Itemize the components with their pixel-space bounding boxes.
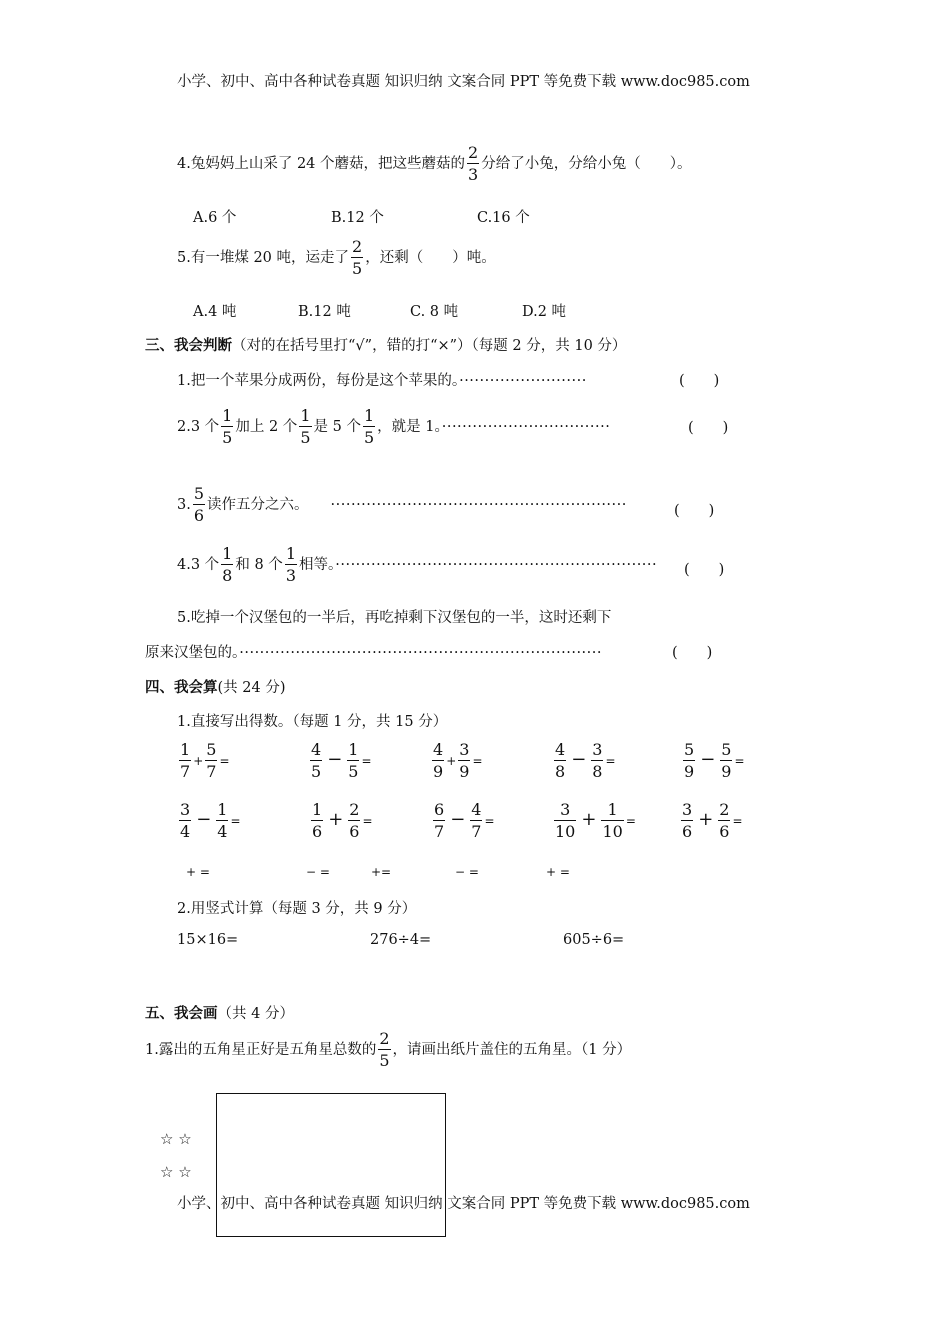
draw-q1-text-end: ，请画出纸片盖住的五角星。（1 分）: [392, 1042, 632, 1058]
fraction-numerator: 4: [433, 740, 444, 759]
fraction-denominator: 5: [300, 428, 311, 447]
fraction-denominator: 9: [721, 762, 732, 781]
fraction: [683, 742, 695, 780]
page-header: 小学、初中、高中各种试卷真题 知识归纳 文案合同 PPT 等免费下载 www.doc985.com: [177, 74, 750, 90]
fraction-numerator: 6: [434, 800, 445, 819]
fraction-numerator: 1: [285, 544, 296, 563]
fraction-denominator: 5: [348, 762, 359, 781]
judge-2-answer-paren: ( ): [688, 420, 729, 436]
fraction-denominator: 7: [206, 762, 217, 781]
fraction: [179, 802, 191, 840]
expression: [681, 742, 745, 780]
fraction-numerator: 4: [471, 800, 482, 819]
leader-dots: ·································: [441, 419, 611, 435]
leader-dots: ·······························································: [335, 557, 658, 573]
fraction-denominator: 6: [682, 822, 693, 841]
section-5-note: （共 4 分）: [217, 1006, 294, 1022]
operator: −: [327, 749, 343, 770]
fraction-numerator: 5: [193, 484, 205, 503]
star-icon-row-2: ☆ ☆: [160, 1163, 192, 1181]
question-4: [177, 145, 691, 183]
leader-dots: ·······································································: [239, 645, 602, 661]
equals-sign: =: [219, 754, 230, 768]
vertical-calc-3: 605÷6=: [563, 932, 625, 948]
fraction-denominator: 9: [459, 762, 470, 781]
fraction-numerator: 1: [601, 802, 623, 821]
fraction-denominator: 8: [222, 566, 233, 585]
fraction-denominator: 7: [471, 822, 482, 841]
star-icon-row-1: ☆ ☆: [160, 1130, 192, 1148]
fraction-numerator: 5: [721, 740, 732, 759]
fraction-numerator: 1: [300, 406, 311, 425]
calc-sub-2: 2.用竖式计算（每题 3 分，共 9 分）: [177, 901, 417, 917]
fraction-denominator: 6: [193, 506, 205, 525]
fraction-numerator: 5: [684, 740, 695, 759]
fraction: [363, 408, 375, 446]
fraction-numerator: 1: [180, 740, 191, 759]
expression: [308, 742, 372, 780]
fraction-numerator: 2: [352, 237, 363, 256]
fraction-denominator: 10: [602, 822, 623, 841]
section-4-note: (共 24 分): [217, 680, 286, 696]
judge-5-line-1: 5.吃掉一个汉堡包的一半后，再吃掉剩下汉堡包的一半，这时还剩下: [177, 610, 612, 626]
equals-sign: =: [484, 814, 495, 828]
judge-4: [177, 546, 657, 584]
fraction: [554, 742, 566, 780]
fraction-numerator: 5: [206, 740, 217, 759]
fraction-denominator: 9: [433, 762, 444, 781]
leader-dots: ·························: [459, 373, 587, 389]
equals-sign: =: [732, 814, 743, 828]
expression: [309, 802, 373, 840]
fraction: [718, 802, 730, 840]
fraction-numerator: 3: [554, 802, 576, 821]
judge-5-line-2: [145, 641, 602, 662]
fraction-denominator: 8: [592, 762, 603, 781]
vertical-calc-1: 15×16=: [177, 932, 239, 948]
q4-text-end: 分给了小兔，分给小兔（ ）。: [481, 156, 692, 172]
fraction-denominator: 6: [719, 822, 730, 841]
q5-option-d: D.2 吨: [522, 304, 567, 320]
section-3-title: 三、我会判断: [145, 338, 232, 354]
fraction-numerator: 2: [349, 800, 360, 819]
fraction-denominator: 7: [180, 762, 191, 781]
fraction: [205, 742, 217, 780]
fraction-numerator: 1: [222, 406, 233, 425]
fraction-denominator: 5: [379, 1051, 390, 1070]
fraction-denominator: 4: [180, 822, 191, 841]
judge-2: [177, 408, 610, 446]
fraction: [591, 742, 603, 780]
page-footer: 小学、初中、高中各种试卷真题 知识归纳 文案合同 PPT 等免费下载 www.doc985.com: [177, 1196, 750, 1212]
equals-sign: =: [625, 814, 636, 828]
fraction-numerator: 2: [468, 143, 479, 162]
operator: −: [450, 809, 466, 830]
cover-paper-box: [216, 1093, 446, 1237]
judge-2-text: 2.3 个: [177, 419, 220, 435]
equals-sign: =: [361, 754, 372, 768]
judge-3-text: 3.: [177, 497, 191, 513]
judge-2-text: 是 5 个: [313, 419, 361, 435]
blank-expression: +=: [371, 865, 392, 879]
fraction-numerator: 1: [363, 406, 375, 425]
equals-sign: =: [605, 754, 616, 768]
operator: +: [698, 809, 714, 830]
operator: +: [581, 809, 597, 830]
fraction: [681, 802, 693, 840]
expression: [552, 802, 636, 840]
fraction: [221, 408, 233, 446]
fraction-denominator: 9: [684, 762, 695, 781]
fraction-denominator: 6: [349, 822, 360, 841]
fraction-denominator: 8: [555, 762, 566, 781]
fraction-denominator: 5: [352, 259, 363, 278]
q4-text: 4.兔妈妈上山采了 24 个蘑菇，把这些蘑菇的: [177, 156, 466, 172]
fraction-numerator: 3: [459, 740, 470, 759]
judge-1-text: 1.把一个苹果分成两份，每份是这个苹果的。: [177, 373, 460, 389]
question-5: [177, 239, 496, 277]
expression: [552, 742, 616, 780]
fraction-numerator: 3: [682, 800, 693, 819]
fraction: [432, 742, 444, 780]
operator: +: [328, 809, 344, 830]
fraction-numerator: 1: [312, 800, 323, 819]
operator: +: [446, 754, 457, 768]
section-5-title: 五、我会画: [145, 1006, 218, 1022]
expression: [679, 802, 743, 840]
fraction: [221, 546, 233, 584]
fraction: [348, 802, 360, 840]
section-4-heading: [145, 676, 285, 697]
draw-question-1: [145, 1031, 631, 1069]
section-5-heading: [145, 1002, 294, 1023]
q5-fraction: [351, 239, 363, 277]
judge-5-text: 原来汉堡包的。: [145, 645, 240, 661]
blank-expression: − =: [455, 865, 479, 879]
fraction: [433, 802, 445, 840]
q4-option-b: B.12 个: [331, 210, 384, 226]
judge-1-answer-paren: ( ): [679, 373, 720, 389]
fraction-numerator: 4: [311, 740, 322, 759]
draw-q1-text: 1.露出的五角星正好是五角星总数的: [145, 1042, 377, 1058]
fraction-denominator: 6: [312, 822, 323, 841]
fraction-denominator: 4: [217, 822, 228, 841]
q5-option-a: A.4 吨: [193, 304, 237, 320]
q4-option-a: A.6 个: [193, 210, 237, 226]
fraction-denominator: 7: [434, 822, 445, 841]
fraction: [193, 486, 205, 524]
expression: [431, 802, 495, 840]
equals-sign: =: [734, 754, 745, 768]
operator: −: [571, 749, 587, 770]
judge-3-text: 读作五分之六。: [207, 497, 309, 513]
fraction: [285, 546, 297, 584]
q5-text-end: ，还剩（ ）吨。: [365, 250, 496, 266]
leader-dots: ··························································: [330, 497, 627, 513]
blank-expression: − =: [306, 865, 330, 879]
fraction: [299, 408, 311, 446]
fraction: [458, 742, 470, 780]
judge-1: [177, 369, 587, 390]
q4-option-c: C.16 个: [477, 210, 530, 226]
fraction-numerator: 2: [719, 800, 730, 819]
section-3-heading: [145, 334, 626, 355]
vertical-calc-2: 276÷4=: [370, 932, 432, 948]
operator: −: [196, 809, 212, 830]
equals-sign: =: [362, 814, 373, 828]
judge-5-answer-paren: ( ): [672, 645, 713, 661]
operator: +: [193, 754, 204, 768]
expression: [177, 742, 230, 780]
fraction: [311, 802, 323, 840]
fraction-denominator: 5: [311, 762, 322, 781]
q5-option-b: B.12 吨: [298, 304, 351, 320]
expression: [177, 802, 241, 840]
section-3-note: （对的在括号里打“√”，错的打“×”）（每题 2 分，共 10 分）: [232, 338, 627, 354]
expression: [430, 742, 483, 780]
fraction: [216, 802, 228, 840]
fraction: [470, 802, 482, 840]
blank-expression: + =: [186, 865, 210, 879]
judge-3-answer-paren: ( ): [674, 503, 715, 519]
fraction: [179, 742, 191, 780]
fraction-denominator: 5: [222, 428, 233, 447]
fraction-denominator: 5: [363, 428, 375, 447]
fraction: [720, 742, 732, 780]
fraction-numerator: 1: [222, 544, 233, 563]
section-4-title: 四、我会算: [145, 680, 218, 696]
judge-3: [177, 486, 627, 524]
judge-4-text: 相等。: [299, 557, 336, 573]
judge-4-text: 4.3 个: [177, 557, 220, 573]
fraction: [347, 742, 359, 780]
fraction: [554, 802, 576, 840]
fraction-numerator: 1: [348, 740, 359, 759]
operator: −: [700, 749, 716, 770]
fraction-numerator: 3: [180, 800, 191, 819]
q5-option-c: C. 8 吨: [410, 304, 459, 320]
fraction-numerator: 3: [592, 740, 603, 759]
judge-2-text: ，就是 1。: [377, 419, 442, 435]
judge-2-text: 加上 2 个: [235, 419, 298, 435]
fraction-numerator: 2: [379, 1029, 390, 1048]
equals-sign: =: [230, 814, 241, 828]
fraction: [601, 802, 623, 840]
fraction: [310, 742, 322, 780]
q4-fraction: [467, 145, 479, 183]
q5-text: 5.有一堆煤 20 吨，运走了: [177, 250, 350, 266]
equals-sign: =: [472, 754, 483, 768]
fraction-denominator: 3: [285, 566, 296, 585]
judge-4-answer-paren: ( ): [684, 562, 725, 578]
judge-4-text: 和 8 个: [235, 557, 283, 573]
fraction: [378, 1031, 390, 1069]
calc-sub-1: 1.直接写出得数。（每题 1 分，共 15 分）: [177, 714, 448, 730]
fraction-denominator: 10: [555, 822, 576, 841]
blank-expression: + =: [546, 865, 570, 879]
fraction-numerator: 4: [555, 740, 566, 759]
fraction-denominator: 3: [468, 165, 479, 184]
fraction-numerator: 1: [217, 800, 228, 819]
